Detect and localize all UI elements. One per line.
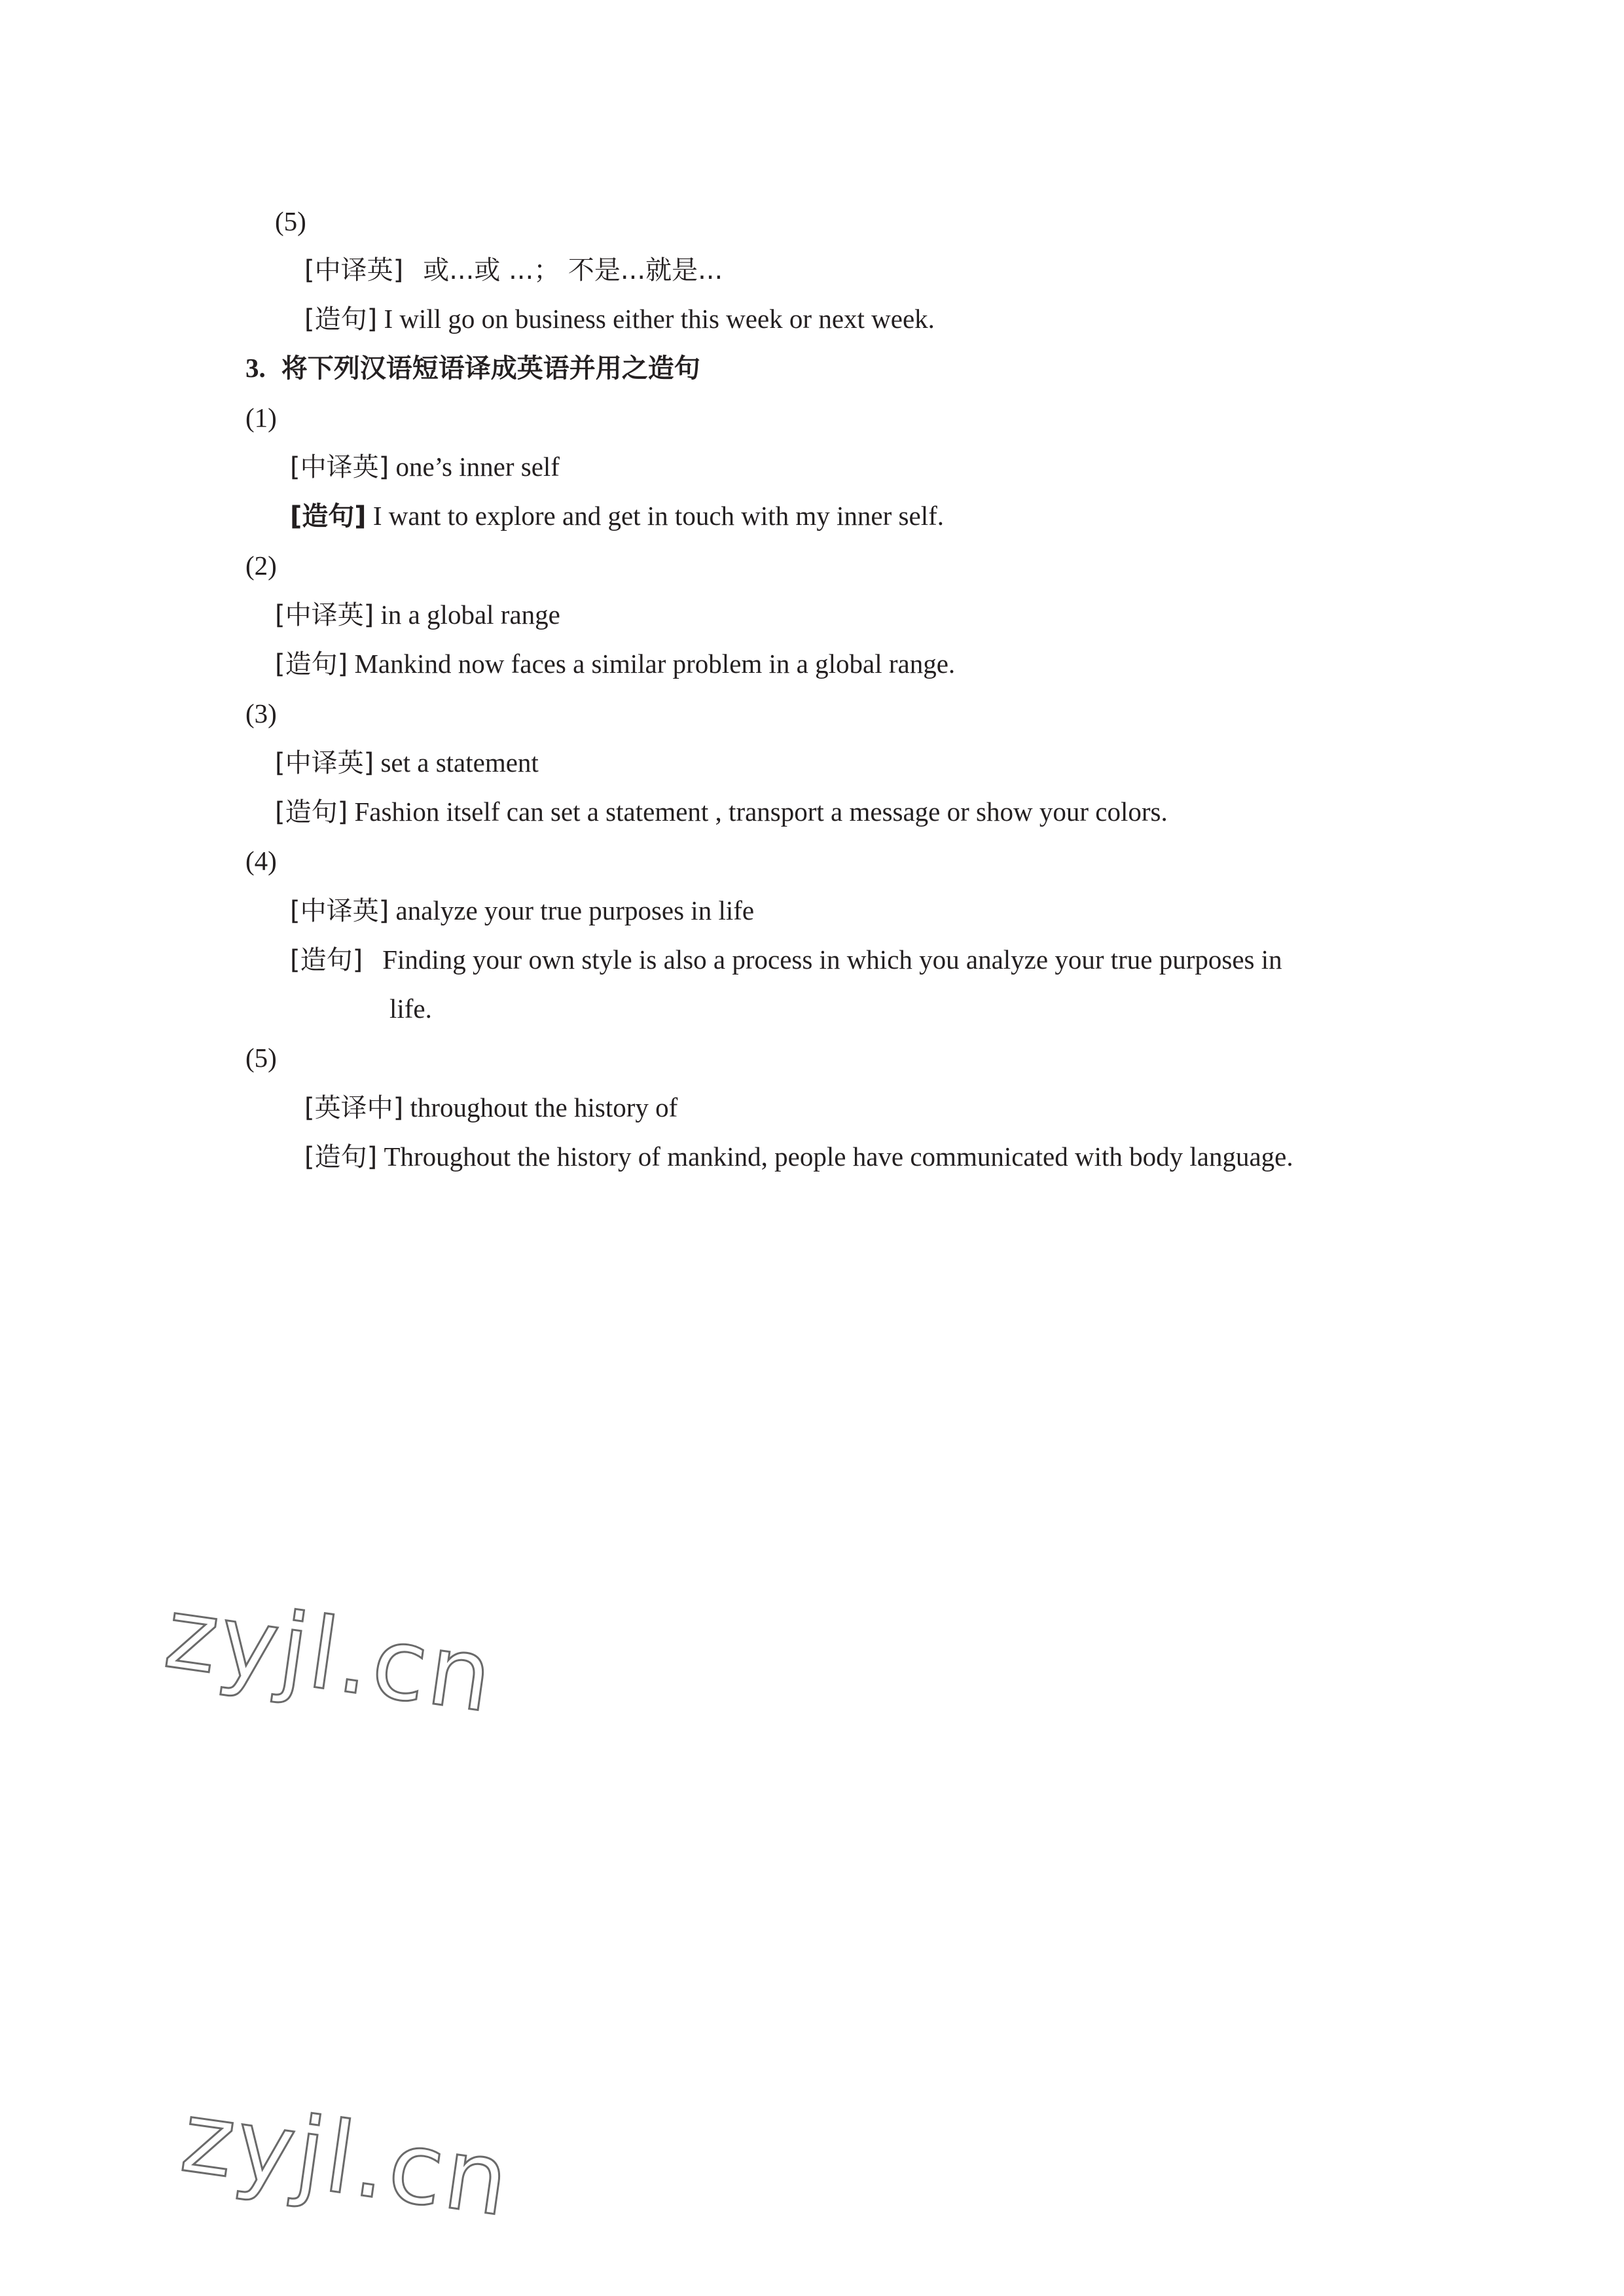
sentence-line	[290, 497, 944, 535]
watermark: zyjl.cn	[175, 2080, 518, 2239]
translation-line	[275, 744, 539, 781]
sentence-text: I want to explore and get in touch with my inner self.	[372, 501, 944, 531]
watermark: zyjl.cn	[158, 1576, 501, 1735]
translation-text: 或...或 ...； 不是...就是...	[423, 255, 723, 285]
translation-line	[290, 892, 754, 929]
sentence-text: I will go on business either this week or next week.	[384, 304, 935, 334]
sentence-text: Finding your own style is also a process in which you analyze your true purposes in	[382, 944, 1282, 975]
sentence-line	[275, 793, 1168, 831]
sentence-text: Throughout the history of mankind, people have communicated with body language.	[384, 1141, 1293, 1172]
sentence-line	[290, 941, 1282, 978]
translation-text: in a global range	[380, 600, 560, 630]
translation-line	[290, 448, 560, 486]
sentence-line	[304, 1138, 1293, 1175]
item-label: (4)	[245, 846, 277, 876]
item-label: (2)	[245, 550, 277, 581]
item-label: (1)	[245, 403, 277, 433]
translation-tag: [中译英]	[290, 452, 389, 482]
translation-text: throughout the history of	[410, 1092, 678, 1122]
item-label: (5)	[245, 1043, 277, 1073]
translation-tag: [中译英]	[304, 255, 404, 285]
translation-tag: [中译英]	[275, 748, 374, 778]
sentence-tag: [造句]	[290, 945, 363, 975]
translation-text: set a statement	[380, 747, 539, 778]
item-label: (5)	[275, 206, 306, 236]
translation-text: one’s inner self	[395, 452, 560, 482]
translation-tag: [英译中]	[304, 1093, 404, 1123]
sentence-line	[275, 645, 955, 683]
question-number: 3.	[245, 353, 266, 383]
sentence-tag: [造句]	[290, 501, 367, 531]
translation-text: analyze your true purposes in life	[395, 895, 755, 925]
sentence-text: Mankind now faces a similar problem in a global range.	[354, 649, 956, 679]
sentence-tag: [造句]	[275, 649, 348, 679]
sentence-tag: [造句]	[275, 797, 348, 827]
question-title: 将下列汉语短语译成英语并用之造句	[281, 353, 700, 384]
sentence-text: Fashion itself can set a statement , transport a message or show your colors.	[354, 797, 1168, 827]
sentence-tag: [造句]	[304, 1142, 378, 1172]
translation-line	[275, 596, 560, 634]
sentence-line	[304, 300, 935, 338]
translation-line	[304, 251, 723, 289]
translation-line	[304, 1089, 677, 1126]
translation-tag: [中译英]	[275, 600, 374, 630]
question-heading	[245, 350, 700, 387]
item-label: (3)	[245, 698, 277, 728]
translation-tag: [中译英]	[290, 896, 389, 926]
sentence-tag: [造句]	[304, 304, 378, 334]
sentence-continuation: life.	[389, 994, 432, 1024]
